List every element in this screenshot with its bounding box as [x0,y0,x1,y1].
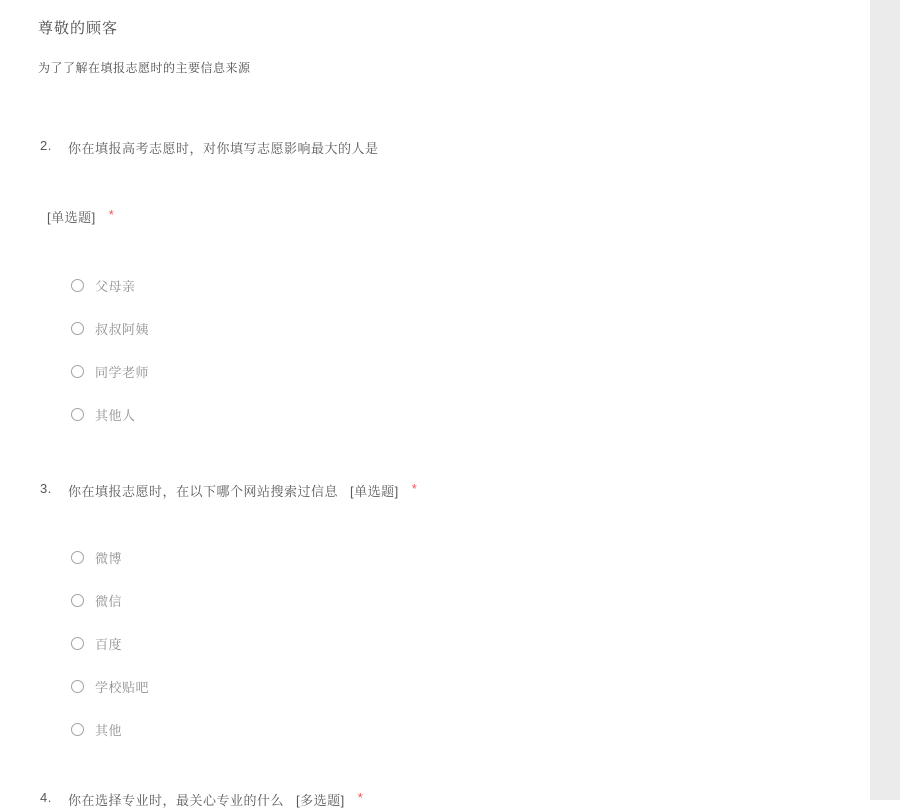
question-2-title [40,138,379,157]
radio-button-icon[interactable] [71,723,84,736]
radio-button-icon[interactable] [71,594,84,607]
q3-option-qita[interactable] [71,720,122,738]
option-label[interactable]: 其他人 [95,407,136,423]
question-4-number: 4. [40,790,52,805]
option-label[interactable]: 微信 [95,593,123,609]
question-3-title [40,481,417,500]
q2-option-fumuqin[interactable] [71,276,136,294]
q3-option-xuexiaotieba[interactable] [71,677,149,695]
radio-button-icon[interactable] [71,279,84,292]
question-2-text: 你在填报高考志愿时，对你填写志愿影响最大的人是 [68,141,379,156]
radio-button-icon[interactable] [71,322,84,335]
option-label[interactable]: 父母亲 [95,278,136,294]
option-label[interactable]: 百度 [95,636,123,652]
option-label[interactable]: 同学老师 [95,364,150,380]
radio-button-icon[interactable] [71,365,84,378]
q3-option-baidu[interactable] [71,634,122,652]
q3-option-weixin[interactable] [71,591,122,609]
survey-greeting: 尊敬的顾客 [38,20,119,37]
radio-button-icon[interactable] [71,551,84,564]
option-label[interactable]: 叔叔阿姨 [95,321,150,337]
question-2-meta [47,207,114,226]
q2-option-qitaren[interactable] [71,405,136,423]
option-label[interactable]: 学校贴吧 [95,679,150,695]
q2-option-tongxuelaoshi[interactable] [71,362,149,380]
radio-button-icon[interactable] [71,680,84,693]
option-label[interactable]: 其他 [95,722,123,738]
radio-button-icon[interactable] [71,408,84,421]
question-3-text: 你在填报志愿时，在以下哪个网站搜索过信息 [68,484,339,499]
question-3-required-asterisk: * [411,481,418,496]
question-4-text: 你在选择专业时，最关心专业的什么 [68,793,285,808]
question-3-number: 3. [40,481,52,496]
question-4-type-label: [多选题] [296,793,345,808]
page-right-gutter [870,0,900,800]
question-2-required-asterisk: * [108,207,115,222]
radio-button-icon[interactable] [71,637,84,650]
q2-option-shushuayi[interactable] [71,319,149,337]
question-4-required-asterisk: * [357,790,364,805]
option-label[interactable]: 微博 [95,550,123,566]
question-3-type-label: [单选题] [350,484,399,499]
question-4-title [40,790,363,809]
q3-option-weibo[interactable] [71,548,122,566]
question-2-type-label: [单选题] [47,210,96,225]
question-2-number: 2. [40,138,52,153]
survey-intro: 为了了解在填报志愿时的主要信息来源 [38,61,251,75]
